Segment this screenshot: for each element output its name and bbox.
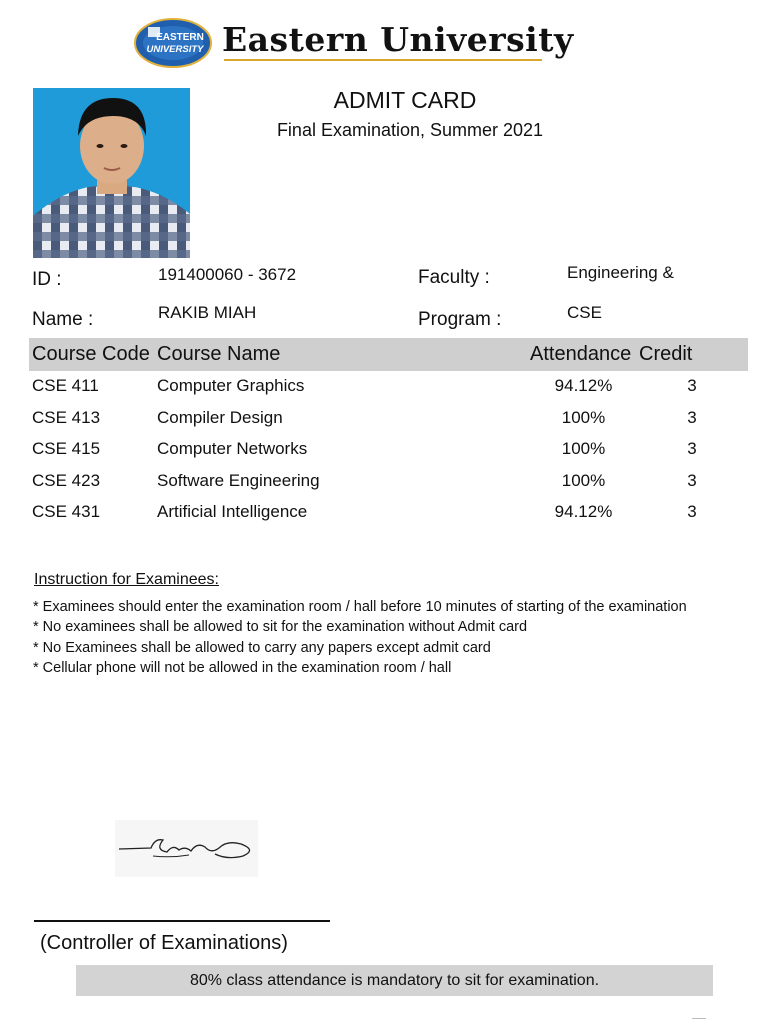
course-name: Computer Networks: [157, 439, 308, 458]
title-underline: [224, 59, 542, 61]
student-photo: [33, 88, 190, 258]
course-attendance: 100%: [561, 439, 606, 458]
program-value: CSE: [567, 303, 602, 322]
signature-line: [34, 920, 330, 922]
exam-subtitle: Final Examination, Summer 2021: [276, 120, 544, 140]
course-name: Software Engineering: [157, 470, 320, 490]
course-code: CSE 415: [32, 439, 101, 458]
table-row: [0, 403, 768, 435]
instructions-list: [33, 599, 687, 680]
name-value: RAKIB MIAH: [158, 303, 257, 322]
instruction-item: * Cellular phone will not be allowed in the examination room / hall: [33, 659, 452, 676]
course-credit: 3: [687, 470, 697, 490]
faculty-label: Faculty :: [418, 267, 490, 288]
id-value: 191400060 - 3672: [158, 265, 297, 284]
course-name: Compiler Design: [157, 407, 283, 427]
name-label: Name :: [32, 309, 94, 330]
corner-mark: [692, 1018, 706, 1019]
course-name: Artificial Intelligence: [157, 502, 308, 521]
faculty-value: Engineering &: [567, 263, 674, 282]
course-attendance: 100%: [561, 470, 606, 490]
course-attendance: 94.12%: [554, 502, 613, 521]
course-credit: 3: [687, 502, 697, 521]
header-attendance: Attendance: [530, 343, 632, 365]
course-attendance: 100%: [561, 407, 606, 427]
course-attendance: 94.12%: [554, 376, 613, 395]
instruction-item: * No Examinees shall be allowed to carry any papers except admit card: [33, 639, 491, 656]
instruction-item: * Examinees should enter the examination room / hall before 10 minutes of starting of the examination: [33, 599, 687, 615]
table-row: [0, 434, 768, 466]
course-table-body: [0, 371, 768, 529]
table-row: [0, 497, 768, 529]
university-logo: [134, 18, 212, 68]
course-code: CSE 411: [32, 376, 99, 395]
attendance-notice-text: 80% class attendance is mandatory to sit for examination.: [189, 971, 600, 989]
instructions-title: Instruction for Examinees:: [34, 571, 219, 588]
program-label: Program :: [418, 309, 502, 330]
controller-label: (Controller of Examinations): [40, 932, 288, 954]
course-credit: 3: [687, 376, 697, 395]
header-course-code: Course Code: [32, 343, 150, 365]
table-row: [0, 466, 768, 498]
controller-signature: [115, 820, 258, 877]
course-credit: 3: [687, 439, 697, 458]
course-code: CSE 413: [32, 407, 101, 427]
course-name: Computer Graphics: [157, 376, 305, 395]
id-label: ID :: [32, 269, 62, 290]
course-code: CSE 431: [32, 502, 101, 521]
university-name: Eastern University: [222, 20, 574, 59]
admit-card-title: ADMIT CARD: [333, 87, 477, 113]
header-course-name: Course Name: [157, 343, 281, 365]
logo-text-line1: EASTERN: [156, 32, 204, 43]
logo-text-line2: UNIVERSITY: [146, 44, 204, 55]
table-row: [0, 371, 768, 403]
header-credit: Credit: [639, 343, 693, 365]
course-credit: 3: [687, 407, 697, 427]
attendance-notice: [76, 965, 713, 996]
course-code: CSE 423: [32, 470, 101, 490]
instruction-item: * No examinees shall be allowed to sit for the examination without Admit card: [33, 619, 528, 636]
